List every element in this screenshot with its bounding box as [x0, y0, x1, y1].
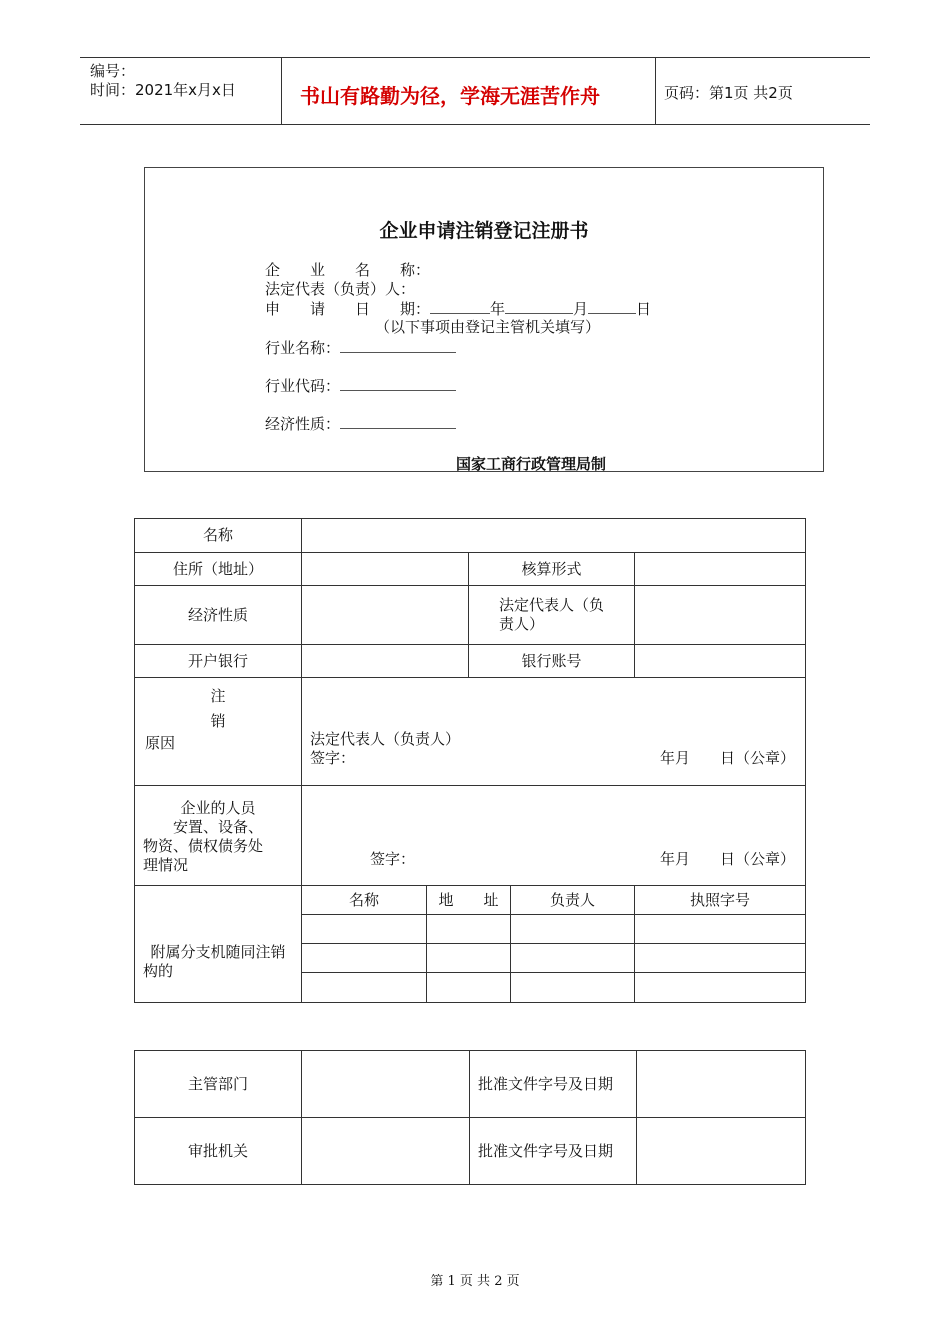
disposal-label-line: 理情况 — [143, 855, 189, 874]
header-bottom-rule — [80, 124, 870, 125]
supervising-dept-label: 主管部门 — [135, 1051, 302, 1118]
branch-cell[interactable] — [427, 973, 511, 1003]
approval-authority-value-cell[interactable] — [302, 1118, 470, 1185]
branch-cell[interactable] — [427, 944, 511, 973]
branch-col-name: 名称 — [302, 886, 427, 915]
branch-cell[interactable] — [302, 915, 427, 944]
branch-col-head: 负责人 — [511, 886, 635, 915]
economic-nature-label: 经济性质： — [265, 415, 341, 433]
day-blank[interactable] — [588, 299, 636, 314]
industry-name-row — [265, 338, 456, 358]
approval-table — [134, 1050, 806, 1185]
header-top-rule — [80, 57, 870, 58]
reason-date-seal: 年月 日（公章） — [660, 749, 796, 767]
accounting-form-value-cell[interactable] — [635, 553, 806, 586]
reason-char: 销 — [210, 712, 226, 730]
branch-cell[interactable] — [511, 915, 635, 944]
branch-label-1: 附属分支机随同注销 — [150, 943, 286, 961]
disposal-label-line: 企业的人员 — [180, 798, 256, 817]
industry-code-blank[interactable] — [340, 376, 456, 391]
approval-doc-label-2: 批准文件字号及日期 — [470, 1118, 637, 1185]
reason-label-cell — [135, 678, 302, 786]
reason-value-cell[interactable] — [302, 678, 806, 786]
approval-doc-value-cell-2[interactable] — [637, 1118, 806, 1185]
header-divider — [281, 57, 282, 125]
economic-nature-value-cell[interactable] — [302, 586, 469, 645]
branch-cell[interactable] — [635, 915, 806, 944]
apply-date-row — [265, 299, 651, 319]
year-blank[interactable] — [430, 299, 490, 314]
header-divider — [655, 57, 656, 125]
branch-cell[interactable] — [427, 915, 511, 944]
legal-rep-label: 法定代表（负责）人： — [265, 280, 416, 298]
branch-col-license: 执照字号 — [635, 886, 806, 915]
day-label: 日 — [636, 300, 652, 318]
month-blank[interactable] — [505, 299, 573, 314]
branch-label-2: 构的 — [143, 962, 174, 980]
cover-box — [144, 167, 824, 472]
legal-rep-value-cell[interactable] — [635, 586, 806, 645]
industry-code-row — [265, 376, 456, 396]
approval-doc-label-1: 批准文件字号及日期 — [470, 1051, 637, 1118]
address-label: 住所（地址） — [135, 553, 302, 586]
disposal-value-cell[interactable] — [302, 786, 806, 886]
branch-cell[interactable] — [302, 944, 427, 973]
disposal-sign-label: 签字： — [370, 850, 416, 868]
branch-cell[interactable] — [511, 944, 635, 973]
supervising-dept-value-cell[interactable] — [302, 1051, 470, 1118]
issuer-label: 国家工商行政管理局制 — [456, 455, 607, 473]
apply-date-label: 申 请 日 期： — [265, 300, 431, 318]
legal-rep-form-label: 法定代表人（负责人） — [469, 586, 635, 645]
branch-cell[interactable] — [635, 973, 806, 1003]
address-value-cell[interactable] — [302, 553, 469, 586]
approval-authority-label: 审批机关 — [135, 1118, 302, 1185]
name-value-cell[interactable] — [302, 519, 806, 553]
industry-name-label: 行业名称： — [265, 339, 341, 357]
disposal-label-cell — [135, 786, 302, 886]
document-number-label: 编号： — [90, 62, 136, 80]
disposal-label-line: 物资、债权债务处 — [143, 836, 264, 855]
company-name-label: 企 业 名 称： — [265, 261, 431, 279]
reason-char: 注 — [210, 687, 226, 705]
economic-nature-blank[interactable] — [340, 414, 456, 429]
cancellation-form-table — [134, 518, 806, 1003]
document-time-label: 时间：2021年x月x日 — [90, 81, 236, 99]
approval-doc-value-cell-1[interactable] — [637, 1051, 806, 1118]
header-page-label: 页码：第1页 共2页 — [664, 84, 793, 102]
branch-cell[interactable] — [635, 944, 806, 973]
branch-col-address: 地 址 — [427, 886, 511, 915]
branch-cell[interactable] — [302, 973, 427, 1003]
branch-label-cell — [135, 886, 302, 1003]
name-label: 名称 — [135, 519, 302, 553]
footer-page-number: 第 1 页 共 2 页 — [430, 1274, 520, 1289]
bank-account-label: 银行账号 — [469, 645, 635, 678]
bank-account-value-cell[interactable] — [635, 645, 806, 678]
reason-legal-rep-label: 法定代表人（负责人） — [310, 730, 461, 748]
economic-nature-form-label: 经济性质 — [135, 586, 302, 645]
reason-sign-label: 签字： — [310, 749, 356, 767]
header-motto: 书山有路勤为径，学海无涯苦作舟 — [300, 84, 600, 108]
cover-title: 企业申请注销登记注册书 — [379, 220, 589, 242]
bank-value-cell[interactable] — [302, 645, 469, 678]
reason-label: 原因 — [145, 734, 176, 752]
disposal-label-line: 安置、设备、 — [172, 817, 263, 836]
disposal-date-seal: 年月 日（公章） — [660, 850, 796, 868]
month-label: 月 — [573, 300, 589, 318]
registration-note: （以下事项由登记主管机关填写） — [375, 318, 601, 336]
economic-nature-row — [265, 414, 456, 434]
accounting-form-label: 核算形式 — [469, 553, 635, 586]
industry-name-blank[interactable] — [340, 338, 456, 353]
industry-code-label: 行业代码： — [265, 377, 341, 395]
bank-label: 开户银行 — [135, 645, 302, 678]
branch-cell[interactable] — [511, 973, 635, 1003]
year-label: 年 — [490, 300, 506, 318]
